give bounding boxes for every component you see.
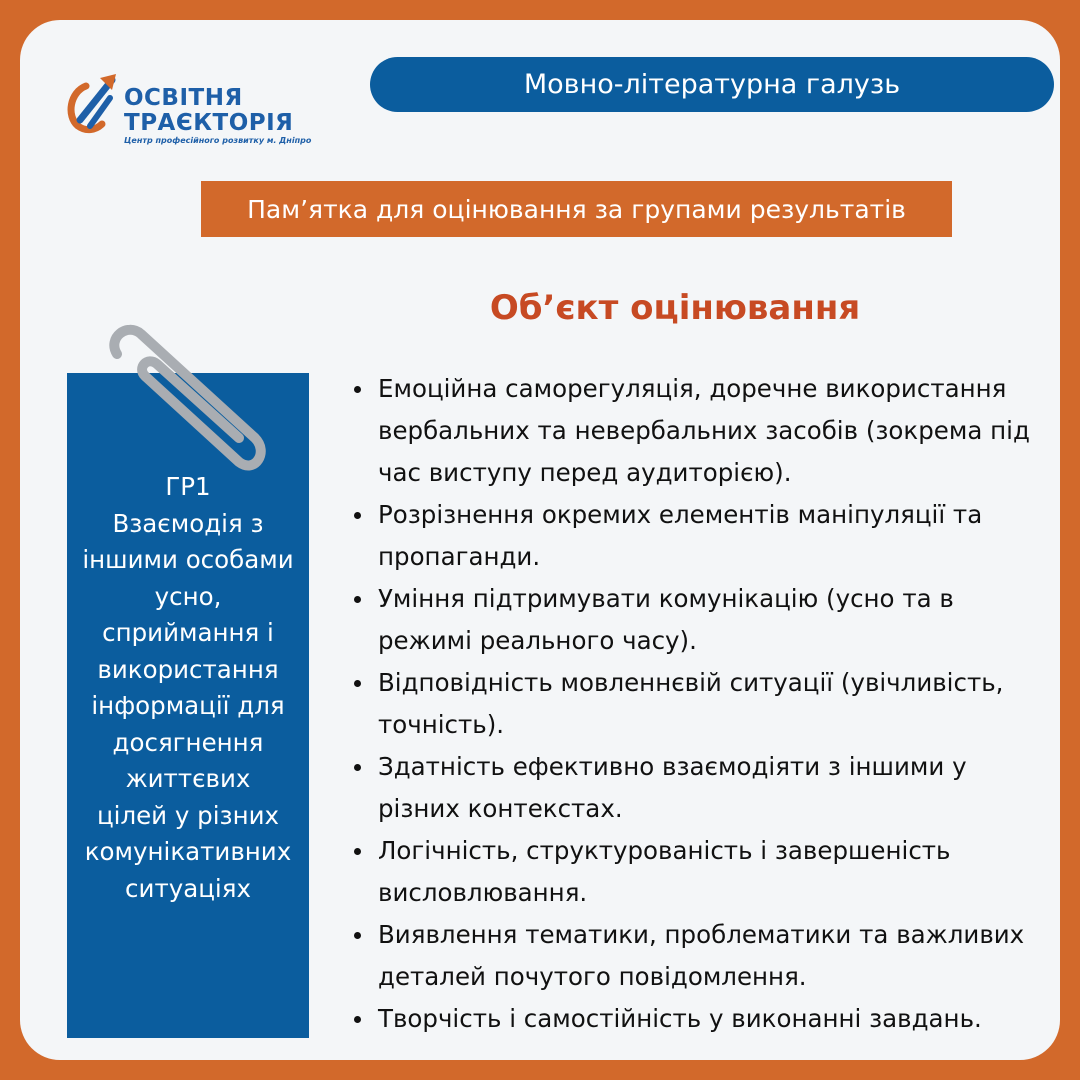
list-item-line: Логічність, структурованість і завершеність (378, 836, 951, 865)
group-line: іншими особами (82, 545, 294, 574)
logo-title-line2: ТРАЄКТОРІЯ (124, 110, 294, 136)
group-line: досягнення (112, 727, 264, 757)
group-description (67, 469, 309, 907)
list-item (350, 998, 1070, 1040)
group-line: усно, (154, 581, 222, 611)
list-item-line: пропаганди. (378, 542, 541, 571)
group-line: використання (97, 654, 279, 684)
group-line: Взаємодія з (112, 508, 264, 538)
group-line: цілей у різних (96, 800, 280, 830)
subject-area-header: Мовно-літературна галузь (370, 57, 1054, 112)
list-item-line: Уміння підтримувати комунікацію (усно та в (378, 584, 954, 613)
list-item-line: Творчість і самостійність у виконанні завдань. (378, 1004, 982, 1033)
group-line: ситуаціях (125, 873, 251, 903)
list-item (350, 662, 1070, 746)
logo-subtitle: Центр професійного розвитку м. Дніпро (124, 136, 312, 145)
list-item-line: режимі реального часу). (378, 626, 697, 655)
group-line: життєвих (125, 764, 251, 793)
logo[interactable] (64, 64, 312, 154)
list-item-line: Розрізнення окремих елементів маніпуляції та (378, 500, 983, 529)
paperclip-icon (105, 320, 275, 480)
memo-banner: Пам’ятка для оцінювання за групами результатів (201, 181, 952, 237)
logo-arrow-icon (64, 68, 124, 138)
criteria-list (350, 368, 1070, 1040)
list-item (350, 578, 1070, 662)
list-item (350, 830, 1070, 914)
list-item-line: час виступу перед аудиторією). (378, 458, 792, 487)
group-line: сприймання і (102, 618, 274, 647)
list-item (350, 368, 1070, 494)
group-line: інформації для (91, 691, 285, 720)
list-item-line: Здатність ефективно взаємодіяти з іншими у (378, 752, 967, 781)
list-item (350, 746, 1070, 830)
section-title: Об’єкт оцінювання (489, 288, 861, 328)
group-line: комунікативних (84, 837, 292, 866)
card (20, 20, 1060, 1060)
list-item-line: точність). (378, 710, 505, 739)
list-item-line: висловлювання. (378, 878, 588, 907)
list-item-line: різних контекстах. (378, 794, 623, 823)
group-code: ГР1 (165, 472, 211, 501)
list-item-line: Емоційна саморегуляція, доречне використання (378, 374, 1007, 403)
list-item (350, 494, 1070, 578)
list-item (350, 914, 1070, 998)
logo-title-line1: ОСВІТНЯ (124, 85, 243, 111)
list-item-line: Виявлення тематики, проблематики та важливих (378, 920, 1025, 949)
list-item-line: деталей почутого повідомлення. (378, 962, 807, 991)
list-item-line: Відповідність мовленнєвій ситуації (увічливість, (378, 668, 1004, 697)
list-item-line: вербальних та невербальних засобів (зокрема під (378, 416, 1030, 445)
